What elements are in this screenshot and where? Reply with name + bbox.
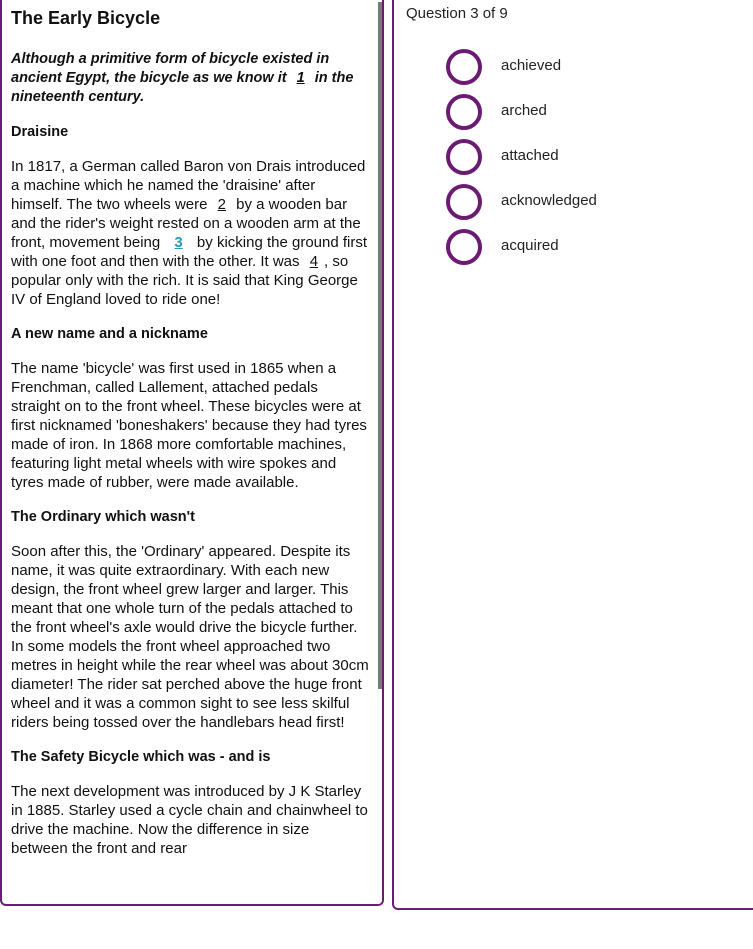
paragraph-draisine: In 1817, a German called Baron von Drais introduced a machine which he named the 'draisine' after himself. The two wheels were 2 by a wooden bar and the rider's weight rested on a wooden arm at the front, movement being 3 by kicking the ground first with one foot and then with the other. It was 4 , so popular only with the rich. It is said that King George IV of England loved to ride one!	[11, 158, 368, 308]
radio-button[interactable]	[446, 49, 482, 85]
radio-button[interactable]	[446, 139, 482, 175]
option-label[interactable]: acquired	[501, 237, 559, 254]
radio-button[interactable]	[446, 94, 482, 130]
section-heading-safety: The Safety Bicycle which was - and is	[11, 749, 271, 765]
gap-4[interactable]: 4	[309, 253, 319, 270]
radio-button[interactable]	[446, 184, 482, 220]
option-acknowledged[interactable]	[446, 184, 726, 220]
scrollbar[interactable]	[377, 0, 384, 906]
option-attached[interactable]	[446, 139, 726, 175]
option-acquired[interactable]	[446, 229, 726, 265]
section-heading-new-name: A new name and a nickname	[11, 326, 208, 342]
section-heading-ordinary: The Ordinary which wasn't	[11, 509, 195, 525]
radio-button[interactable]	[446, 229, 482, 265]
question-counter: Question 3 of 9	[406, 5, 508, 22]
option-label[interactable]: acknowledged	[501, 192, 597, 209]
scrollbar-thumb[interactable]	[378, 2, 384, 689]
gap-2[interactable]: 2	[217, 196, 226, 213]
option-label[interactable]: achieved	[501, 57, 562, 74]
option-label[interactable]: arched	[501, 102, 547, 119]
question-panel	[392, 0, 753, 910]
reading-passage-panel[interactable]	[0, 0, 384, 906]
passage-intro: Although a primitive form of bicycle existed in ancient Egypt, the bicycle as we know it 1 in the nineteenth century.	[11, 51, 354, 105]
gap-1[interactable]: 1	[296, 70, 305, 86]
paragraph-new-name: The name 'bicycle' was first used in 1865 when a Frenchman, called Lallement, attached pedals straight on to the front wheel. These bicycles were at first nicknamed 'boneshakers' because they had tyres made of iron. In 1868 more comfortable machines, featuring light metal wheels with wire spokes and tyres made of rubber, were made available.	[11, 360, 367, 491]
section-heading-draisine: Draisine	[11, 124, 69, 140]
paragraph-safety: The next development was introduced by J K Starley in 1885. Starley used a cycle chain and chainwheel to drive the machine. Now the difference in size between the front and rear	[11, 783, 368, 857]
passage-content	[11, 0, 369, 858]
paragraph-ordinary: Soon after this, the 'Ordinary' appeared. Despite its name, it was quite extraordinary. With each new design, the front wheel grew larger and larger. This meant that one whole turn of the pedals attached to the front wheel's axle would drive the bicycle further. In some models the front wheel approached two metres in height while the rear wheel was about 30cm diameter! The rider sat perched above the huge front wheel and it was a common sight to see less skilful riders being tossed over the handlebars head first!	[11, 543, 369, 731]
option-label[interactable]: attached	[501, 147, 559, 164]
option-achieved[interactable]	[446, 49, 726, 85]
option-arched[interactable]	[446, 94, 726, 130]
passage-title: The Early Bicycle	[11, 8, 161, 28]
gap-3-active[interactable]: 3	[174, 234, 183, 251]
